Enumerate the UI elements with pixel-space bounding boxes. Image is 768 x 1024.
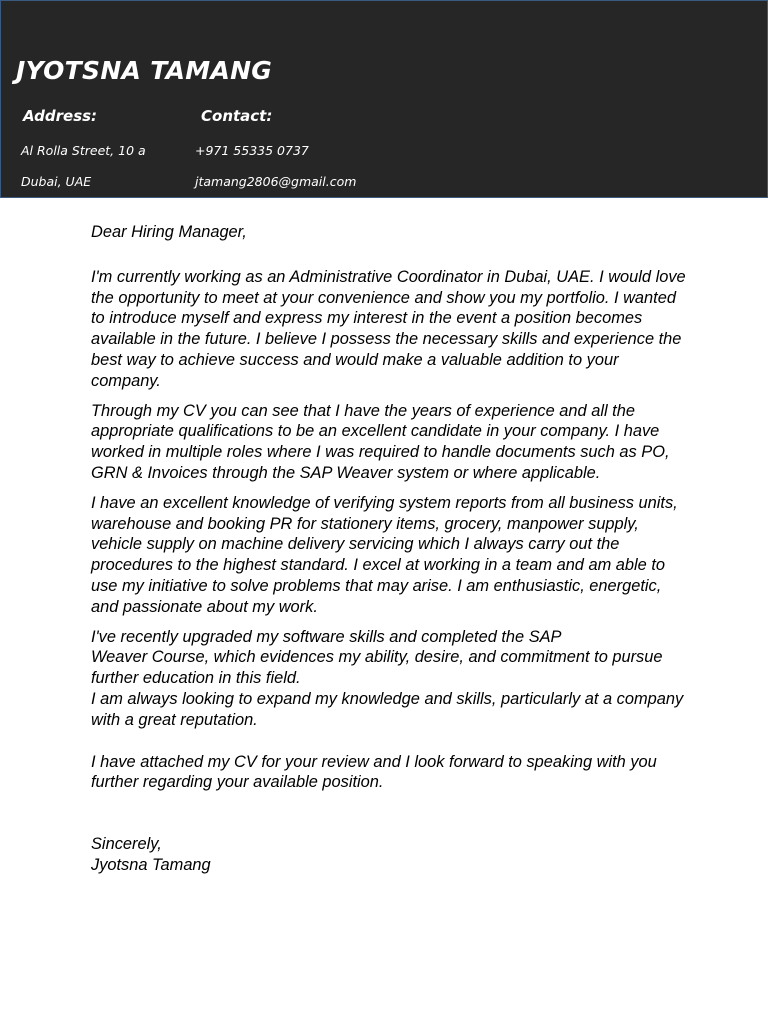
paragraph-knowledge: I have an excellent knowledge of verifying system reports from all business units, warehouse and booking PR for stationery items, grocery, manpower supply, vehicle supply on machine delivery servicing which I always carry out the procedures to the highest standard. I excel at working in a team and am able to use my initiative to solve problems that may arise. I am enthusiastic, energetic, and passionate about my work. bbox=[91, 493, 678, 616]
address-line-2: Dubai, UAE bbox=[21, 174, 92, 189]
signature-name: Jyotsna Tamang bbox=[91, 855, 211, 874]
paragraph-ambition: I am always looking to expand my knowledge and skills, particularly at a company with a great reputation. bbox=[91, 689, 684, 729]
letterhead bbox=[0, 0, 768, 198]
salutation: Dear Hiring Manager, bbox=[91, 223, 247, 241]
contact-label: Contact: bbox=[201, 107, 273, 125]
address-label: Address: bbox=[23, 107, 98, 125]
address-line-1: Al Rolla Street, 10 a bbox=[21, 143, 146, 158]
paragraph-skills-line-1: I've recently upgraded my software skills and completed the SAP bbox=[91, 627, 562, 646]
paragraph-closing: I have attached my CV for your review and I look forward to speaking with you further regarding your available position. bbox=[91, 752, 657, 792]
email-address: jtamang2806@gmail.com bbox=[195, 174, 357, 189]
phone-number: +971 55335 0737 bbox=[195, 143, 309, 158]
applicant-name: JYOTSNA TAMANG bbox=[16, 56, 273, 85]
closing: Sincerely, bbox=[91, 835, 162, 854]
paragraph-skills-line-2: Weaver Course, which evidences my ability, desire, and commitment to pursue further education in this field. bbox=[91, 648, 663, 688]
paragraph-experience: Through my CV you can see that I have the years of experience and all the appropriate qualifications to be an excellent candidate in your company. I have worked in multiple roles where I was required to handle documents such as PO, GRN & Invoices through the SAP Weaver system or where applicable. bbox=[91, 401, 670, 482]
paragraph-intro: I'm currently working as an Administrative Coordinator in Dubai, UAE. I would love the opportunity to meet at your convenience and show you my portfolio. I wanted to introduce myself and express my interest in the event a position becomes available in the future. I believe I possess the necessary skills and experience the best way to achieve success and would make a valuable addition to your company. bbox=[91, 267, 686, 390]
letter-body bbox=[91, 222, 691, 876]
